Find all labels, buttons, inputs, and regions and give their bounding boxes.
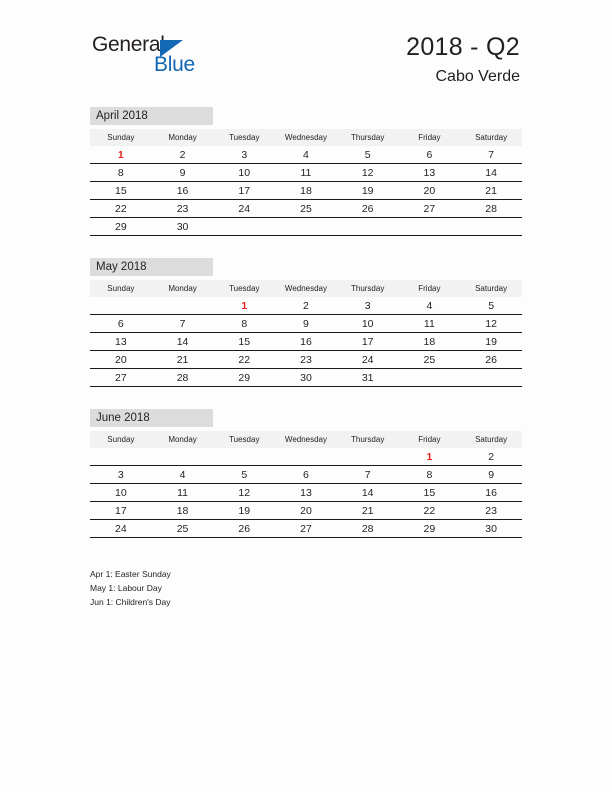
day-cell[interactable]: 3: [90, 466, 152, 484]
weekday-header-thursday: Thursday: [337, 129, 399, 146]
day-cell[interactable]: 7: [337, 466, 399, 484]
calendar-table: [90, 280, 522, 387]
weekday-header-thursday: Thursday: [337, 431, 399, 448]
weekday-header-wednesday: Wednesday: [275, 129, 337, 146]
day-cell[interactable]: 2: [152, 146, 214, 164]
day-cell[interactable]: 13: [399, 164, 461, 182]
calendar-week-row: [90, 369, 522, 387]
weekday-header-saturday: Saturday: [460, 129, 522, 146]
day-cell[interactable]: 4: [399, 297, 461, 315]
day-cell[interactable]: 12: [337, 164, 399, 182]
weekday-header-wednesday: Wednesday: [275, 431, 337, 448]
day-cell[interactable]: 14: [152, 333, 214, 351]
day-cell[interactable]: 30: [152, 218, 214, 236]
day-cell[interactable]: 23: [460, 502, 522, 520]
logo-text-blue: Blue: [154, 53, 195, 76]
day-cell[interactable]: 6: [90, 315, 152, 333]
day-cell-empty: [90, 448, 152, 466]
day-cell[interactable]: 18: [152, 502, 214, 520]
day-cell[interactable]: 10: [337, 315, 399, 333]
day-cell[interactable]: 4: [152, 466, 214, 484]
calendar-week-row: [90, 484, 522, 502]
logo-text-general: General: [92, 33, 165, 56]
day-cell[interactable]: 19: [213, 502, 275, 520]
day-cell[interactable]: 16: [275, 333, 337, 351]
day-cell[interactable]: 30: [460, 520, 522, 538]
calendar-body: [90, 146, 522, 236]
day-cell[interactable]: 14: [460, 164, 522, 182]
day-cell[interactable]: 20: [399, 182, 461, 200]
day-cell[interactable]: 8: [213, 315, 275, 333]
calendar-week-row: [90, 315, 522, 333]
day-cell[interactable]: 24: [213, 200, 275, 218]
day-cell[interactable]: 23: [275, 351, 337, 369]
weekday-header-monday: Monday: [152, 129, 214, 146]
calendar-week-row: [90, 351, 522, 369]
day-cell[interactable]: 29: [213, 369, 275, 387]
page-title: 2018 - Q2: [406, 33, 520, 61]
day-cell[interactable]: 9: [460, 466, 522, 484]
day-cell-empty: [399, 369, 461, 387]
weekday-header-tuesday: Tuesday: [213, 129, 275, 146]
weekday-header-tuesday: Tuesday: [213, 280, 275, 297]
day-cell[interactable]: 29: [90, 218, 152, 236]
day-cell[interactable]: 23: [152, 200, 214, 218]
day-cell-holiday[interactable]: 1: [90, 146, 152, 164]
calendar-week-row: [90, 218, 522, 236]
day-cell-empty: [152, 297, 214, 315]
weekday-header-saturday: Saturday: [460, 431, 522, 448]
day-cell[interactable]: 17: [213, 182, 275, 200]
day-cell[interactable]: 21: [152, 351, 214, 369]
day-cell[interactable]: 21: [460, 182, 522, 200]
weekday-header-tuesday: Tuesday: [213, 431, 275, 448]
calendar-table: [90, 129, 522, 236]
day-cell[interactable]: 24: [337, 351, 399, 369]
weekday-header-row: [90, 129, 522, 146]
day-cell[interactable]: 3: [213, 146, 275, 164]
day-cell-empty: [399, 218, 461, 236]
legend-item: Apr 1: Easter Sunday: [90, 569, 171, 579]
day-cell[interactable]: 17: [90, 502, 152, 520]
day-cell[interactable]: 28: [337, 520, 399, 538]
day-cell[interactable]: 6: [275, 466, 337, 484]
month-block-june: [90, 409, 522, 538]
month-title: May 2018: [90, 258, 213, 276]
day-cell[interactable]: 24: [90, 520, 152, 538]
day-cell[interactable]: 15: [399, 484, 461, 502]
day-cell-holiday[interactable]: 1: [399, 448, 461, 466]
day-cell-empty: [152, 448, 214, 466]
day-cell-empty: [460, 369, 522, 387]
day-cell-empty: [460, 218, 522, 236]
legend-item: May 1: Labour Day: [90, 583, 162, 593]
weekday-header-friday: Friday: [399, 431, 461, 448]
weekday-header-wednesday: Wednesday: [275, 280, 337, 297]
day-cell[interactable]: 16: [460, 484, 522, 502]
day-cell[interactable]: 15: [90, 182, 152, 200]
day-cell[interactable]: 25: [399, 351, 461, 369]
day-cell[interactable]: 25: [152, 520, 214, 538]
day-cell[interactable]: 11: [275, 164, 337, 182]
day-cell[interactable]: 29: [399, 520, 461, 538]
calendar-body: [90, 448, 522, 538]
day-cell[interactable]: 8: [90, 164, 152, 182]
calendar-week-row: [90, 448, 522, 466]
day-cell[interactable]: 18: [399, 333, 461, 351]
day-cell-empty: [213, 448, 275, 466]
day-cell[interactable]: 13: [275, 484, 337, 502]
legend-item: Jun 1: Children's Day: [90, 597, 171, 607]
page-header: [0, 0, 612, 100]
day-cell[interactable]: 6: [399, 146, 461, 164]
weekday-header-thursday: Thursday: [337, 280, 399, 297]
day-cell[interactable]: 3: [337, 297, 399, 315]
weekday-header-row: [90, 280, 522, 297]
day-cell[interactable]: 11: [152, 484, 214, 502]
day-cell[interactable]: 10: [90, 484, 152, 502]
day-cell[interactable]: 21: [337, 502, 399, 520]
day-cell[interactable]: 27: [399, 200, 461, 218]
day-cell[interactable]: 11: [399, 315, 461, 333]
day-cell[interactable]: 8: [399, 466, 461, 484]
day-cell[interactable]: 27: [275, 520, 337, 538]
page-subtitle: Cabo Verde: [435, 68, 520, 85]
day-cell[interactable]: 2: [275, 297, 337, 315]
calendar-week-row: [90, 146, 522, 164]
day-cell[interactable]: 22: [399, 502, 461, 520]
day-cell[interactable]: 7: [460, 146, 522, 164]
day-cell[interactable]: 18: [275, 182, 337, 200]
day-cell[interactable]: 16: [152, 182, 214, 200]
calendar-body: [90, 297, 522, 387]
weekday-header-sunday: Sunday: [90, 431, 152, 448]
weekday-header-friday: Friday: [399, 129, 461, 146]
weekday-header-friday: Friday: [399, 280, 461, 297]
day-cell[interactable]: 28: [152, 369, 214, 387]
calendar-table: [90, 431, 522, 538]
month-block-may: [90, 258, 522, 387]
day-cell[interactable]: 2: [460, 448, 522, 466]
day-cell[interactable]: 9: [152, 164, 214, 182]
weekday-header-saturday: Saturday: [460, 280, 522, 297]
day-cell[interactable]: 22: [90, 200, 152, 218]
day-cell-empty: [275, 218, 337, 236]
day-cell[interactable]: 26: [337, 200, 399, 218]
calendar-week-row: [90, 200, 522, 218]
day-cell-holiday[interactable]: 1: [213, 297, 275, 315]
day-cell[interactable]: 17: [337, 333, 399, 351]
day-cell[interactable]: 27: [90, 369, 152, 387]
day-cell[interactable]: 26: [460, 351, 522, 369]
day-cell-empty: [337, 448, 399, 466]
day-cell-empty: [275, 448, 337, 466]
calendar-week-row: [90, 333, 522, 351]
day-cell[interactable]: 15: [213, 333, 275, 351]
day-cell[interactable]: 30: [275, 369, 337, 387]
calendar-week-row: [90, 502, 522, 520]
day-cell-empty: [90, 297, 152, 315]
day-cell[interactable]: 28: [460, 200, 522, 218]
weekday-header-monday: Monday: [152, 431, 214, 448]
day-cell[interactable]: 5: [460, 297, 522, 315]
day-cell[interactable]: 14: [337, 484, 399, 502]
day-cell[interactable]: 4: [275, 146, 337, 164]
day-cell[interactable]: 9: [275, 315, 337, 333]
weekday-header-row: [90, 431, 522, 448]
day-cell[interactable]: 22: [213, 351, 275, 369]
title-block: [406, 32, 520, 88]
calendar-week-row: [90, 164, 522, 182]
day-cell-empty: [213, 218, 275, 236]
day-cell[interactable]: 20: [90, 351, 152, 369]
day-cell[interactable]: 25: [275, 200, 337, 218]
calendar-week-row: [90, 520, 522, 538]
day-cell[interactable]: 20: [275, 502, 337, 520]
day-cell[interactable]: 19: [460, 333, 522, 351]
weekday-header-monday: Monday: [152, 280, 214, 297]
month-title: June 2018: [90, 409, 213, 427]
month-block-april: [90, 107, 522, 236]
weekday-header-sunday: Sunday: [90, 280, 152, 297]
day-cell[interactable]: 12: [460, 315, 522, 333]
day-cell-empty: [337, 218, 399, 236]
day-cell[interactable]: 10: [213, 164, 275, 182]
day-cell[interactable]: 12: [213, 484, 275, 502]
calendar-week-row: [90, 466, 522, 484]
calendar-week-row: [90, 182, 522, 200]
day-cell[interactable]: 5: [213, 466, 275, 484]
day-cell[interactable]: 7: [152, 315, 214, 333]
general-blue-logo: [92, 33, 292, 83]
day-cell[interactable]: 19: [337, 182, 399, 200]
day-cell[interactable]: 31: [337, 369, 399, 387]
month-title: April 2018: [90, 107, 213, 125]
day-cell[interactable]: 13: [90, 333, 152, 351]
day-cell[interactable]: 26: [213, 520, 275, 538]
weekday-header-sunday: Sunday: [90, 129, 152, 146]
day-cell[interactable]: 5: [337, 146, 399, 164]
holiday-legend: [90, 567, 171, 609]
calendar-week-row: [90, 297, 522, 315]
